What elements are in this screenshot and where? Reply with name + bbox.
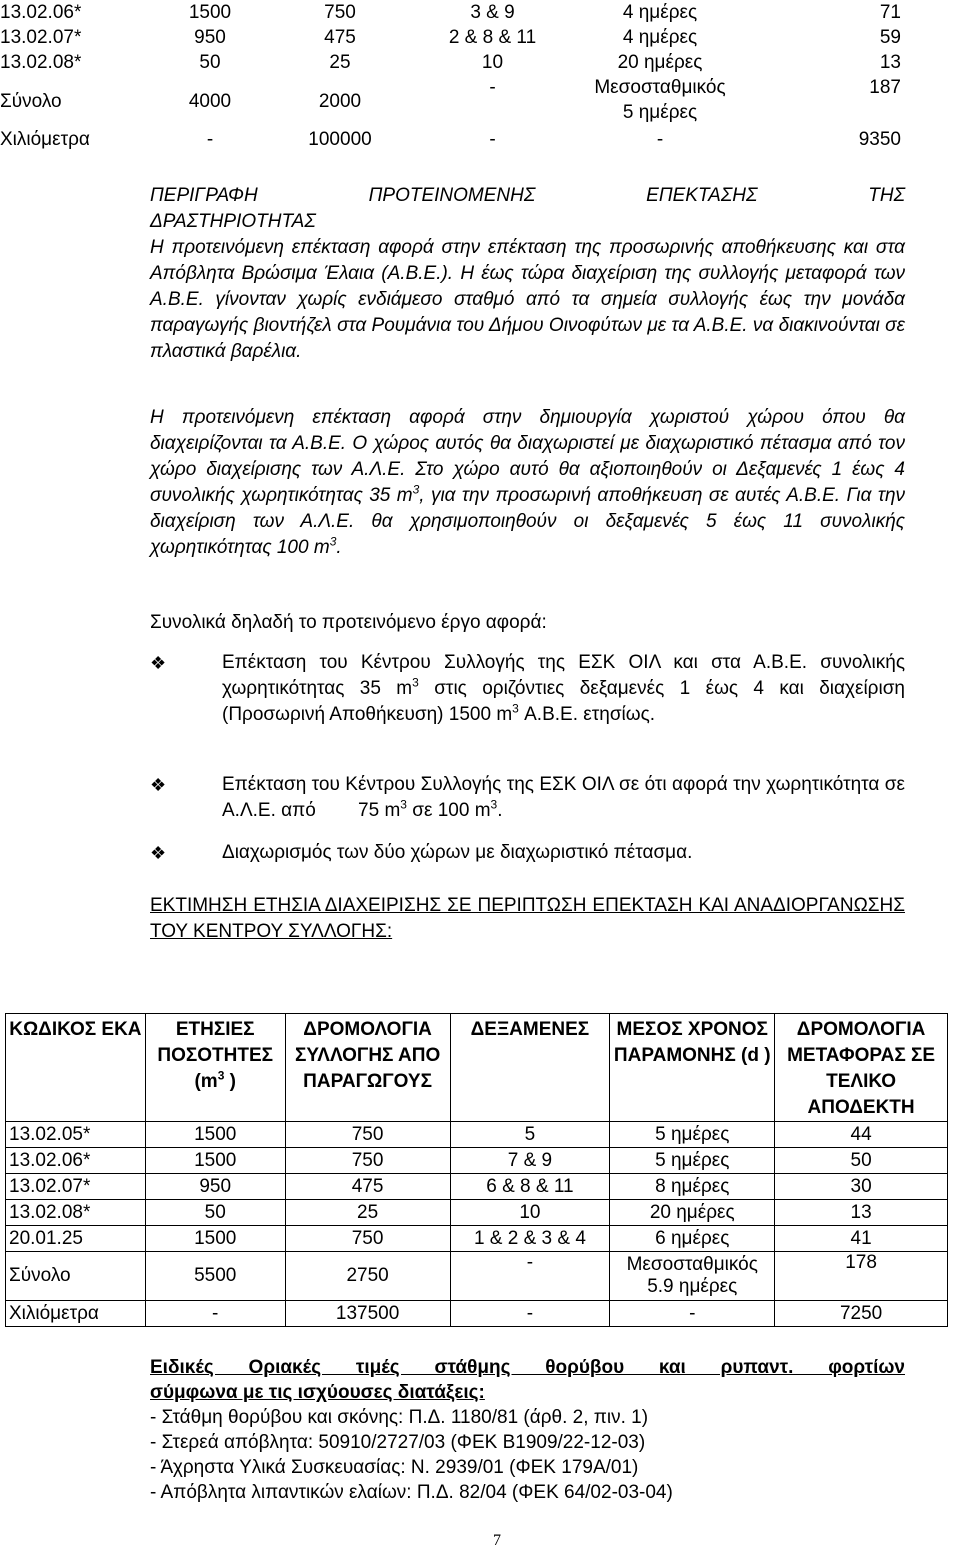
table-row	[6, 1226, 948, 1252]
table-cell: 950	[145, 1174, 285, 1200]
paragraph-text: Η προτεινόμενη επέκταση αφορά στην επέκταση της προσωρινής αποθήκευσης και στα Απόβλητα Βρώσιμα Έλαια (Α.Β.Ε.). Η έως τώρα διαχείριση της συλλογής μεταφορά των Α.Β.Ε.	[150, 237, 905, 310]
table-cell: 5 ημέρες	[610, 1122, 775, 1148]
table-cell: 13.02.07*	[6, 1174, 146, 1200]
table-cell: 1500	[145, 1148, 285, 1174]
table-cell: -	[450, 1301, 610, 1327]
table-cell: 50	[145, 1200, 285, 1226]
header-text: ΕΤΗΣΙΕΣ ΠΟΣΟΤΗΤΕΣ (m	[157, 1019, 274, 1092]
superscript: 3	[412, 482, 420, 497]
table-row	[6, 1174, 948, 1200]
column-header: ΜΕΣΟΣ ΧΡΟΝΟΣ ΠΑΡΑΜΟΝΗΣ (d )	[610, 1014, 775, 1122]
superscript: 3	[490, 797, 498, 812]
paragraph-text: γίνονταν χωρίς ενδιάμεσο σταθμό από τα σημεία συλλογής έως την μονάδα παραγωγής βιοντήζελ στα Ρουμάνια του Δήμου Οινοφύτων με τα Α.Β.Ε. να διακινούνται σε πλαστικά βαρέλια.	[150, 289, 905, 362]
table-cell: 187	[869, 77, 901, 98]
table-cell: 20 ημέρες	[617, 52, 703, 73]
table-row	[0, 0, 905, 25]
table-cell: -	[145, 1301, 285, 1327]
bullet-text-part: σε 100 m	[406, 800, 491, 821]
section-heading-line1: ΠΕΡΙΓΡΑΦΗ ΠΡΟΤΕΙΝΟΜΕΝΗΣ ΕΠΕΚΤΑΣΗΣ ΤΗΣ	[150, 185, 905, 206]
table-cell: -	[489, 77, 496, 98]
bullet-text-part: στις οριζόντιες δεξαμενές 1 έως 4 και διαχείριση (Προσωρινή Αποθήκευση) 1500 m	[222, 678, 906, 725]
bullet-text-part: .	[497, 800, 503, 821]
table-row-km	[0, 127, 905, 152]
header-text: )	[224, 1071, 236, 1092]
table-cell: 750	[285, 1226, 450, 1252]
table-cell: -	[450, 1252, 610, 1301]
notes-title: Ειδικές Οριακές τιμές στάθμης θορύβου και ρυπαντ. φορτίων	[150, 1357, 905, 1378]
table-row	[6, 1122, 948, 1148]
note-line: - Απόβλητα λιπαντικών ελαίων: Π.Δ. 82/04 (ΦΕΚ 64/02-03-04)	[150, 1482, 673, 1503]
table-cell	[610, 1252, 775, 1301]
column-header: ΚΩΔΙΚΟΣ ΕΚΑ	[6, 1014, 146, 1122]
table-row-total	[0, 75, 905, 127]
table-cell: 20.01.25	[6, 1226, 146, 1252]
table-row	[6, 1148, 948, 1174]
superscript: 3	[512, 701, 519, 716]
table-cell: 71	[879, 2, 901, 23]
table-cell: 30	[775, 1174, 948, 1200]
table-cell: 7250	[775, 1301, 948, 1327]
table-cell: 41	[775, 1226, 948, 1252]
note-line: - Στερεά απόβλητα: 50910/2727/03 (ΦΕΚ Β1909/22-12-03)	[150, 1432, 646, 1453]
table-row-total	[6, 1252, 948, 1301]
table-cell: 4000	[188, 90, 232, 112]
diamond-bullet-icon: ❖	[150, 843, 167, 863]
regulations-notes	[150, 1355, 905, 1505]
table-row	[6, 1200, 948, 1226]
table-cell: 1 & 2 & 3 & 4	[450, 1226, 610, 1252]
estimate-title: ΕΚΤΙΜΗΣΗ ΕΤΗΣΙΑ ΔΙΑΧΕΙΡΙΣΗΣ ΣΕ ΠΕΡΙΠΤΩΣΗ ΕΠΕΚΤΑΣΗ ΚΑΙ ΑΝΑΔΙΟΡΓΑΝΩΣΗΣ ΤΟΥ ΚΕΝΤΡΟΥ ΣΥΛΛΟΓΗΣ:	[150, 895, 905, 942]
superscript: 3	[400, 797, 407, 812]
mean-value: 5.9 ημέρες	[647, 1276, 738, 1297]
table-cell: -	[489, 129, 496, 150]
table-cell: 25	[329, 52, 351, 73]
table-cell: 10	[450, 1200, 610, 1226]
table-cell: 13.02.05*	[6, 1122, 146, 1148]
table-cell: 50	[199, 52, 221, 73]
summary-intro: Συνολικά δηλαδή το προτεινόμενο έργο αφορά:	[150, 612, 547, 633]
table-cell: 13.02.06*	[0, 2, 82, 23]
bullet-text	[222, 650, 905, 728]
bullet-item	[150, 840, 905, 866]
table-cell: 13.02.06*	[6, 1148, 146, 1174]
paragraph-text: Η προτεινόμενη επέκταση αφορά στην δημιουργία χωριστού χώρου όπου θα διαχειρίζονται τα Α.Β.Ε. Ο χώρος αυτός θα διαχωριστεί με διαχωριστικό πέτασμα από τον χώρο διαχείρισης των Α.Λ.Ε. Στο χώρο αυτό θα αξιοποιηθούν οι Δεξαμενές 1 έως 4 συνολικής χωρητικότητας 35 m	[150, 407, 905, 506]
diamond-bullet-icon: ❖	[150, 775, 167, 795]
main-table	[5, 1013, 948, 1327]
mean-label: Μεσοσταθμικός	[626, 1254, 758, 1275]
table-cell: 5	[450, 1122, 610, 1148]
table-cell: 20 ημέρες	[610, 1200, 775, 1226]
table-cell: 2750	[285, 1252, 450, 1301]
table-cell: 5500	[145, 1252, 285, 1301]
section-paragraph-2	[150, 405, 905, 561]
mean-value: 5 ημέρες	[622, 102, 698, 123]
bullet-text: Διαχωρισμός των δύο χώρων με διαχωριστικό πέτασμα.	[222, 842, 693, 863]
table-row-km	[6, 1301, 948, 1327]
table-cell: 4 ημέρες	[622, 27, 698, 48]
table-cell: 50	[775, 1148, 948, 1174]
table-cell: 750	[324, 2, 356, 23]
table-cell: 750	[285, 1122, 450, 1148]
table-cell: Χιλιόμετρα	[0, 129, 90, 150]
table-cell: 13.02.08*	[6, 1200, 146, 1226]
table-row	[0, 50, 905, 75]
table-row	[0, 25, 905, 50]
table-cell: 9350	[858, 129, 901, 150]
bullet-item	[150, 650, 905, 728]
bullet-item	[150, 772, 910, 824]
table-cell: 100000	[308, 129, 372, 150]
top-table	[0, 0, 905, 152]
table-cell: 13	[879, 52, 901, 73]
table-cell: 1500	[145, 1122, 285, 1148]
section-heading-line2: ΔΡΑΣΤΗΡΙΟΤΗΤΑΣ	[150, 211, 316, 232]
table-header-row	[6, 1014, 948, 1122]
table-cell	[575, 75, 745, 127]
column-header: ΔΕΞΑΜΕΝΕΣ	[450, 1014, 610, 1122]
table-cell: 750	[285, 1148, 450, 1174]
table-cell: 13.02.08*	[0, 52, 82, 73]
table-cell: 10	[481, 52, 504, 73]
table-cell: 25	[285, 1200, 450, 1226]
diamond-bullet-icon: ❖	[150, 653, 167, 673]
table-cell: -	[656, 129, 664, 150]
table-cell: 1500	[188, 2, 232, 23]
table-cell: 2 & 8 & 11	[448, 27, 537, 48]
table-cell: 3 & 9	[470, 2, 515, 23]
note-line: - Στάθμη θορύβου και σκόνης: Π.Δ. 1180/81 (άρθ. 2, πιν. 1)	[150, 1407, 649, 1428]
page-number: 7	[493, 1532, 501, 1549]
table-cell: 7 & 9	[450, 1148, 610, 1174]
table-cell: Σύνολο	[0, 90, 62, 112]
table-cell: 5 ημέρες	[610, 1148, 775, 1174]
notes-title: σύμφωνα με τις ισχύουσες διατάξεις:	[150, 1382, 485, 1403]
section-paragraph-1	[150, 235, 905, 365]
mean-label: Μεσοσταθμικός	[594, 77, 726, 98]
table-cell: 13	[775, 1200, 948, 1226]
superscript: 3	[329, 534, 337, 549]
table-cell: 44	[775, 1122, 948, 1148]
column-header: ΔΡΟΜΟΛΟΓΙΑ ΣΥΛΛΟΓΗΣ ΑΠΟ ΠΑΡΑΓΩΓΟΥΣ	[285, 1014, 450, 1122]
table-cell: 2000	[318, 90, 362, 112]
bullet-text-part: Επέκταση του Κέντρου Συλλογής της ΕΣΚ ΟΙΛ σε ότι αφορά την χωρητικότητα σε Α.Λ.Ε. από 75 m	[222, 774, 910, 821]
paragraph-text: , για την προσωρινή αποθήκευση σε αυτές Α.Β.Ε. Για την διαχείριση των Α.Λ.Ε. θα χρησιμοποιηθούν οι δεξαμενές 5 έως 11 συνολικής χωρητικότητας 100 m	[150, 485, 906, 558]
table-cell: 4 ημέρες	[622, 2, 698, 23]
table-cell: 6 & 8 & 11	[450, 1174, 610, 1200]
table-cell: Χιλιόμετρα	[6, 1301, 146, 1327]
note-line: - Άχρηστα Υλικά Συσκευασίας: Ν. 2939/01 (ΦΕΚ 179Α/01)	[150, 1457, 639, 1478]
table-cell: 6 ημέρες	[610, 1226, 775, 1252]
table-cell: 475	[324, 27, 356, 48]
column-header	[145, 1014, 285, 1122]
table-cell: 13.02.07*	[0, 27, 82, 48]
bullet-text-part: Επέκταση του Κέντρου Συλλογής της ΕΣΚ ΟΙΛ και στα Α.Β.Ε. συνολικής χωρητικότητας 35 m	[222, 652, 905, 699]
table-cell: -	[206, 129, 214, 150]
paragraph-text: .	[336, 537, 342, 558]
table-cell: 475	[285, 1174, 450, 1200]
table-cell: 137500	[285, 1301, 450, 1327]
table-cell: 1500	[145, 1226, 285, 1252]
bullet-text-part: Α.Β.Ε. ετησίως.	[518, 704, 656, 725]
bullet-text	[222, 772, 910, 824]
column-header: ΔΡΟΜΟΛΟΓΙΑ ΜΕΤΑΦΟΡΑΣ ΣΕ ΤΕΛΙΚΟ ΑΠΟΔΕΚΤΗ	[775, 1014, 948, 1122]
table-cell: -	[610, 1301, 775, 1327]
table-cell: Σύνολο	[6, 1252, 146, 1301]
superscript: 3	[412, 675, 419, 690]
table-cell: 178	[775, 1252, 948, 1301]
table-cell: 59	[879, 27, 901, 48]
superscript: 3	[217, 1068, 225, 1083]
table-cell: 8 ημέρες	[610, 1174, 775, 1200]
table-cell: 950	[194, 27, 226, 48]
